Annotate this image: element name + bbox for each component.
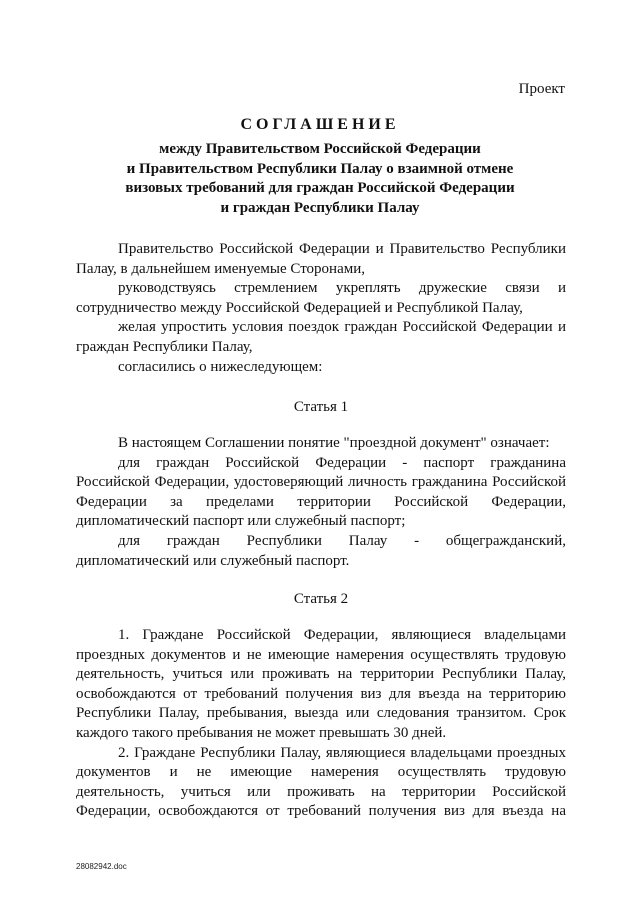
article-1-heading: Статья 1	[293, 399, 349, 415]
preamble-paragraph: согласились о нижеследующем:	[118, 358, 323, 375]
subtitle-line: и граждан Республики Палау	[220, 199, 420, 216]
article-1-paragraph: для граждан Республики Палау - общегражданский, дипломатический или служебный паспорт.	[76, 532, 566, 569]
preamble	[76, 240, 566, 377]
subtitle-line: и Правительством Республики Палау о взаимной отмене	[126, 160, 514, 177]
preamble-paragraph: Правительство Российской Федерации и Правительство Республики Палау, в дальнейшем именуемые Сторонами,	[76, 241, 566, 277]
article-2-paragraph: 2. Граждане Республики Палау, являющиеся владельцами проездных документов и не имеющие намерения осуществлять трудовую деятельность, учиться или проживать на территории Российской Федерации, освобождаются от требований получения виз для въезда на	[76, 744, 566, 820]
article-2-heading: Статья 2	[293, 591, 349, 607]
draft-label: Проект	[518, 81, 565, 97]
document-subtitle	[0, 140, 640, 218]
subtitle-line: визовых требований для граждан Российской Федерации	[125, 180, 515, 196]
document-title: СОГЛАШЕНИЕ	[240, 116, 400, 133]
article-1-paragraph: В настоящем Соглашении понятие "проездной документ" означает:	[118, 435, 550, 451]
article-1-body	[76, 434, 566, 571]
preamble-paragraph: желая упростить условия поездок граждан Российской Федерации и граждан Республики Палау,	[76, 319, 566, 355]
footer-file-name: 28082942.doc	[76, 862, 127, 871]
article-2-paragraph: 1. Граждане Российской Федерации, являющиеся владельцами проездных документов и не имеющие намерения осуществлять трудовую деятельность, учиться или проживать на территории Республики Палау, освобождаются от требований получения виз для въезда на территорию Республики Палау, пребывания, выезда или следования транзитом. Срок каждого такого пребывания не может превышать 30 дней.	[76, 627, 566, 741]
article-1-paragraph: для граждан Российской Федерации - паспорт гражданина Российской Федерации, удостоверяющий личность гражданина Российской Федерации за пределами территории Российской Федерации, дипломатический паспорт или служебный паспорт;	[76, 454, 566, 530]
article-2-body	[76, 626, 566, 822]
subtitle-line: между Правительством Российской Федерации	[159, 141, 481, 157]
preamble-paragraph: руководствуясь стремлением укреплять дружеские связи и сотрудничество между Российской Федерацией и Республикой Палау,	[76, 280, 566, 316]
